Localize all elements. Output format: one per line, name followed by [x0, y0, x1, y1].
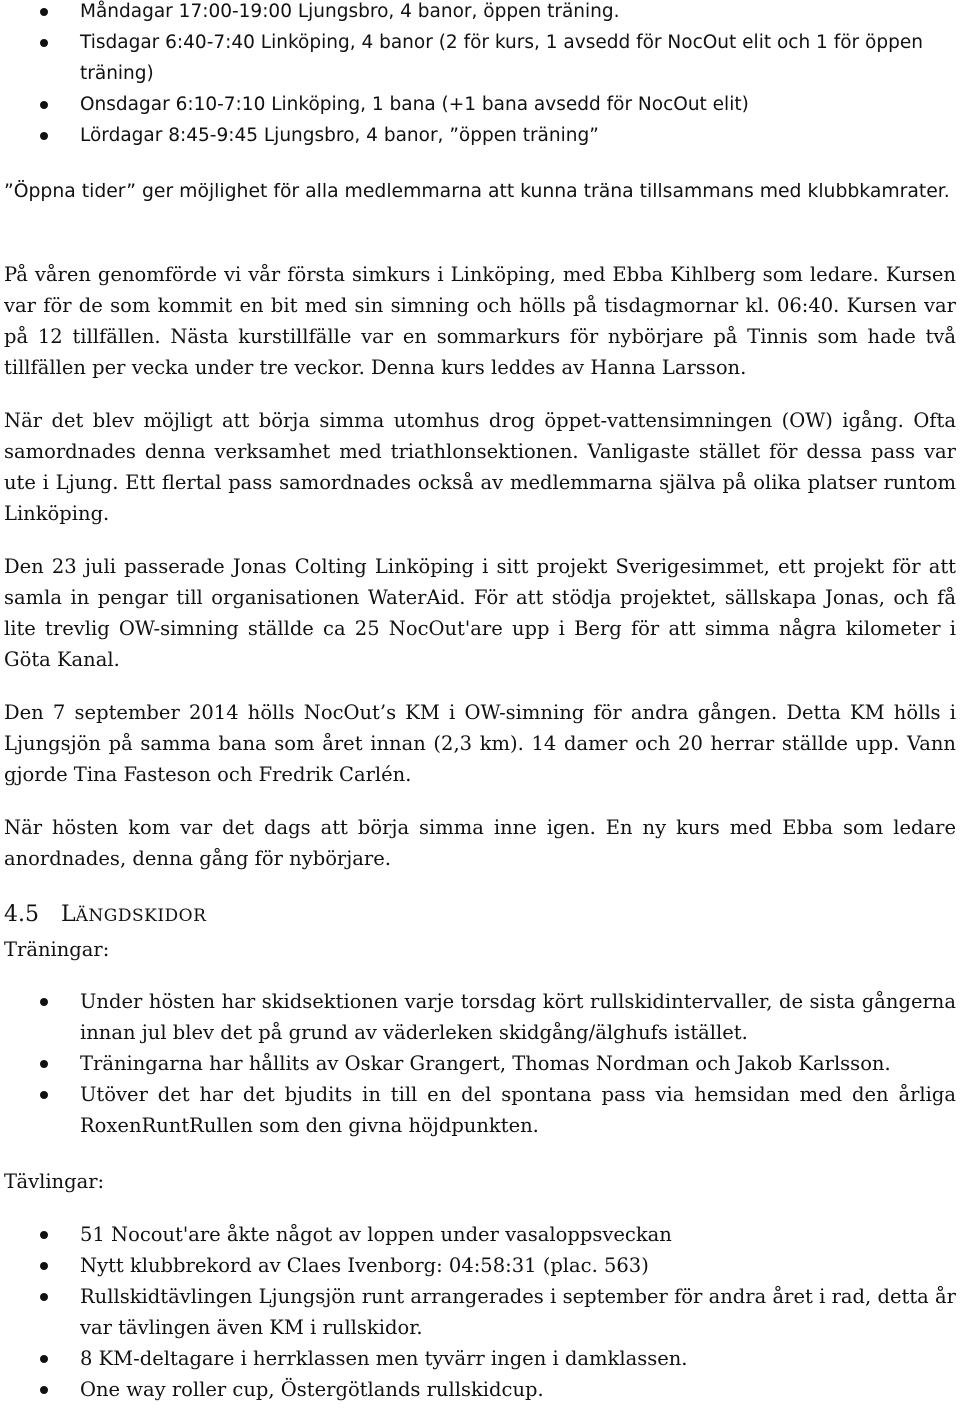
paragraph-simkurs: På våren genomförde vi vår första simkurs i Linköping, med Ebba Kihlberg som ledare. Kursen var för de som kommit en bit med sin simning och hölls på tisdagmornar kl. 06:40. Kursen var på 12 tillfällen. Nästa kurstillfälle var en sommarkurs för nybörjare på Tinnis som hade två tillfällen per vecka under tre veckor. Denna kurs leddes av Hanna Larsson. — [4, 263, 956, 379]
bullet-icon — [40, 1060, 48, 1068]
list-item: Rullskidtävlingen Ljungsjön runt arrangerades i september för andra året i rad, detta år var tävlingen även KM i rullskidor. — [0, 1281, 960, 1343]
list-item: 51 Nocout'are åkte något av loppen under vasaloppsveckan — [0, 1219, 960, 1250]
list-item: Utöver det har det bjudits in till en del spontana pass via hemsidan med den årliga RoxenRuntRullen som den givna höjdpunkten. — [0, 1079, 960, 1141]
section-heading — [4, 898, 206, 933]
paragraph-km: Den 7 september 2014 hölls NocOut’s KM i OW-simning för andra gången. Detta KM hölls i Ljungsjön på samma bana som året innan (2,3 km). 14 damer och 20 herrar ställde upp. Vann gjorde Tina Fasteson och Fredrik Carlén. — [4, 701, 956, 786]
traningar-list — [0, 986, 960, 1141]
paragraph-hosten: När hösten kom var det dags att börja simma inne igen. En ny kurs med Ebba som ledare anordnades, denna gång för nybörjare. — [4, 816, 956, 870]
list-item: 8 KM-deltagare i herrklassen men tyvärr ingen i damklassen. — [0, 1343, 960, 1374]
tavlingar-label: Tävlingar: — [4, 1170, 105, 1193]
section-title-initial: L — [61, 902, 76, 927]
bullet-icon — [40, 39, 48, 47]
paragraph-colting: Den 23 juli passerade Jonas Colting Linköping i sitt projekt Sverigesimmet, ett projekt för att samla in pengar till organisationen WaterAid. För att stödja projektet, sällskapa Jonas, och få lite trevlig OW-simning ställde ca 25 NocOut'are upp i Berg för att simma några kilometer i Göta Kanal. — [4, 555, 956, 671]
list-item: Tisdagar 6:40-7:40 Linköping, 4 banor (2 för kurs, 1 avsedd för NocOut elit och 1 för öppen träning) — [0, 27, 960, 89]
list-item: Lördagar 8:45-9:45 Ljungsbro, 4 banor, ”öppen träning” — [0, 120, 960, 151]
tavlingar-list — [0, 1219, 960, 1405]
list-item: Nytt klubbrekord av Claes Ivenborg: 04:58:31 (plac. 563) — [0, 1250, 960, 1281]
list-item: Träningarna har hållits av Oskar Grangert, Thomas Nordman och Jakob Karlsson. — [0, 1048, 960, 1079]
paragraph-ow: När det blev möjligt att börja simma utomhus drog öppet-vattensimningen (OW) igång. Ofta samordnades denna verksamhet med triathlonsektionen. Vanligaste stället för dessa pass var ute i Ljung. Ett flertal pass samordnades också av medlemmarna själva på olika platser runtom Linköping. — [4, 409, 956, 525]
bullet-icon — [40, 1355, 48, 1363]
section-number: 4.5 — [4, 902, 39, 927]
section-title-rest: ÄNGDSKIDOR — [75, 906, 207, 926]
paragraph-oppna-tider: ”Öppna tider” ger möjlighet för alla medlemmarna att kunna träna tillsammans med klubbkamrater. — [4, 181, 950, 202]
schedule-list — [0, 0, 960, 151]
bullet-icon — [40, 1262, 48, 1270]
bullet-icon — [40, 1293, 48, 1301]
bullet-icon — [40, 1091, 48, 1099]
list-item: One way roller cup, Östergötlands rullskidcup. — [0, 1374, 960, 1405]
list-item: Onsdagar 6:10-7:10 Linköping, 1 bana (+1 bana avsedd för NocOut elit) — [0, 89, 960, 120]
bullet-icon — [40, 8, 48, 16]
list-item: Under hösten har skidsektionen varje torsdag kört rullskidintervaller, de sista gångerna innan jul blev det på grund av väderleken skidgång/älghufs istället. — [0, 986, 960, 1048]
list-item: Måndagar 17:00-19:00 Ljungsbro, 4 banor, öppen träning. — [0, 0, 960, 27]
bullet-icon — [40, 998, 48, 1006]
bullet-icon — [40, 101, 48, 109]
traningar-label: Träningar: — [4, 938, 110, 961]
bullet-icon — [40, 1231, 48, 1239]
bullet-icon — [40, 132, 48, 140]
bullet-icon — [40, 1386, 48, 1394]
